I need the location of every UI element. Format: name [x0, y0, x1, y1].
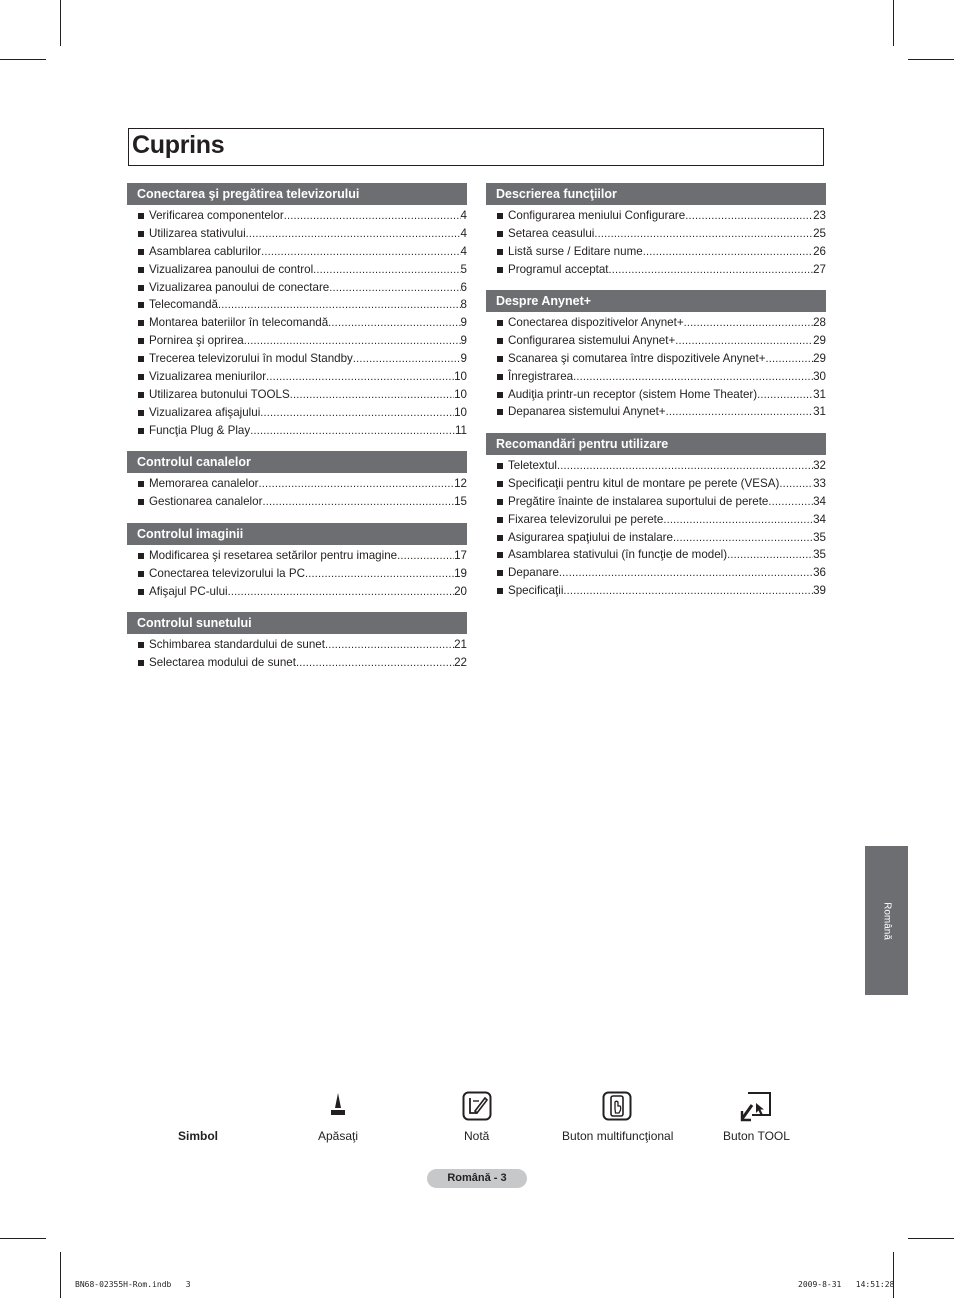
bullet-icon: [138, 392, 144, 398]
bullet-icon: [138, 589, 144, 595]
bullet-icon: [138, 356, 144, 362]
section-heading: Controlul sunetului: [127, 612, 467, 634]
toc-entry[interactable]: Trecerea televizorului în modul Standby ..... 9: [127, 350, 467, 368]
bullet-icon: [138, 374, 144, 380]
bullet-icon: [138, 249, 144, 255]
toc-section: [127, 612, 467, 672]
toc-entry[interactable]: Schimbarea standardului de sunet ..... 21: [127, 636, 467, 654]
toc-entry[interactable]: Asamblarea cablurilor ..... 4: [127, 243, 467, 261]
toc-section: [486, 433, 826, 600]
bullet-icon: [138, 320, 144, 326]
toc-entry[interactable]: Depanarea sistemului Anynet+ ..... 31: [486, 403, 826, 421]
toc-entry[interactable]: Vizualizarea afişajului ..... 10: [127, 404, 467, 422]
toc-entry[interactable]: Vizualizarea panoului de conectare ..... 6: [127, 279, 467, 297]
toc-entry[interactable]: Modificarea şi resetarea setărilor pentru imagine ..... 17: [127, 547, 467, 565]
one-touch-button-icon: [602, 1091, 632, 1121]
toc-entry[interactable]: Specificaţii pentru kitul de montare pe perete (VESA) ..... 33: [486, 475, 826, 493]
toc-entry[interactable]: Înregistrarea ..... 30: [486, 368, 826, 386]
bullet-icon: [497, 231, 503, 237]
toc-entry[interactable]: Configurarea meniului Configurare ..... 23: [486, 207, 826, 225]
toc-entry[interactable]: Conectarea dispozitivelor Anynet+ ..... 28: [486, 314, 826, 332]
section-heading: Recomandări pentru utilizare: [486, 433, 826, 455]
bullet-icon: [497, 338, 503, 344]
toc-entry[interactable]: Pregătire înainte de instalarea suportului de perete ..... 34: [486, 493, 826, 511]
toc-entry[interactable]: Utilizarea stativului ..... 4: [127, 225, 467, 243]
bullet-icon: [497, 356, 503, 362]
bullet-icon: [138, 231, 144, 237]
toc-entry[interactable]: Setarea ceasului ..... 25: [486, 225, 826, 243]
toc-entry[interactable]: Verificarea componentelor ..... 4: [127, 207, 467, 225]
bullet-icon: [497, 392, 503, 398]
toc-entry[interactable]: Memorarea canalelor ..... 12: [127, 475, 467, 493]
toc-entry[interactable]: Utilizarea butonului TOOLS ..... 10: [127, 386, 467, 404]
symbol-label-multifunction: Buton multifuncţional: [562, 1129, 674, 1143]
page-number-badge: Română - 3: [427, 1169, 527, 1188]
toc-entry[interactable]: Funcţia Plug & Play ..... 11: [127, 422, 467, 440]
toc-section: [486, 290, 826, 421]
press-icon: [329, 1092, 347, 1118]
section-heading: Controlul canalelor: [127, 451, 467, 473]
section-heading: Descrierea funcţiilor: [486, 183, 826, 205]
bullet-icon: [138, 338, 144, 344]
bullet-icon: [497, 374, 503, 380]
bullet-icon: [497, 499, 503, 505]
crop-mark: [0, 1238, 46, 1239]
bullet-icon: [497, 267, 503, 273]
toc-entry[interactable]: Gestionarea canalelor ..... 15: [127, 493, 467, 511]
toc-section: [127, 451, 467, 511]
toc-entry[interactable]: Programul acceptat ..... 27: [486, 261, 826, 279]
toc-entry[interactable]: Asigurarea spaţiului de instalare ..... 35: [486, 529, 826, 547]
footer-timestamp: 2009-8-31 14:51:28: [798, 1280, 895, 1289]
bullet-icon: [497, 213, 503, 219]
toc-entry[interactable]: Teletextul ..... 32: [486, 457, 826, 475]
bullet-icon: [138, 410, 144, 416]
footer-file-info: BN68-02355H-Rom.indb 3: [75, 1280, 191, 1289]
toc-entry[interactable]: Scanarea şi comutarea între dispozitivele Anynet+ ..... 29: [486, 350, 826, 368]
toc-entry[interactable]: Audiţia printr-un receptor (sistem Home Theater) ..... 31: [486, 386, 826, 404]
note-icon: [462, 1091, 492, 1121]
crop-mark: [0, 59, 46, 60]
language-side-tab: [865, 846, 908, 995]
title-box: [128, 128, 824, 166]
bullet-icon: [497, 570, 503, 576]
toc-section: [486, 183, 826, 279]
bullet-icon: [138, 267, 144, 273]
toc-entry[interactable]: Montarea bateriilor în telecomandă ..... 9: [127, 314, 467, 332]
toc-section: [127, 183, 467, 440]
bullet-icon: [138, 660, 144, 666]
crop-mark: [893, 0, 894, 46]
bullet-icon: [497, 588, 503, 594]
bullet-icon: [138, 553, 144, 559]
symbol-heading: Simbol: [178, 1129, 219, 1143]
section-heading: Despre Anynet+: [486, 290, 826, 312]
bullet-icon: [497, 409, 503, 415]
crop-mark: [908, 59, 954, 60]
side-tab-label: Română: [881, 901, 892, 940]
crop-mark: [893, 1252, 894, 1298]
toc-entry[interactable]: Asamblarea stativului (în funcţie de model) ..... 35: [486, 546, 826, 564]
bullet-icon: [497, 552, 503, 558]
toc-entry[interactable]: Configurarea sistemului Anynet+ ..... 29: [486, 332, 826, 350]
bullet-icon: [138, 285, 144, 291]
symbol-label-note: Notă: [464, 1129, 490, 1143]
toc-entry[interactable]: Afişajul PC-ului ..... 20: [127, 583, 467, 601]
section-heading: Controlul imaginii: [127, 523, 467, 545]
toc-entry[interactable]: Fixarea televizorului pe perete ..... 34: [486, 511, 826, 529]
bullet-icon: [138, 481, 144, 487]
toc-entry[interactable]: Vizualizarea panoului de control ..... 5: [127, 261, 467, 279]
toc-entry[interactable]: Depanare ..... 36: [486, 564, 826, 582]
symbol-label-tool: Buton TOOL: [723, 1129, 790, 1143]
toc-entry[interactable]: Telecomandă ..... 8: [127, 296, 467, 314]
bullet-icon: [497, 463, 503, 469]
toc-entry[interactable]: Listă surse / Editare nume ..... 26: [486, 243, 826, 261]
bullet-icon: [497, 320, 503, 326]
bullet-icon: [138, 213, 144, 219]
bullet-icon: [497, 481, 503, 487]
bullet-icon: [497, 535, 503, 541]
bullet-icon: [138, 571, 144, 577]
bullet-icon: [497, 517, 503, 523]
toc-entry[interactable]: Selectarea modului de sunet ..... 22: [127, 654, 467, 672]
toc-section: [127, 523, 467, 601]
bullet-icon: [138, 428, 144, 434]
bullet-icon: [497, 249, 503, 255]
toc-entry[interactable]: Conectarea televizorului la PC ..... 19: [127, 565, 467, 583]
bullet-icon: [138, 499, 144, 505]
toc-entry[interactable]: Vizualizarea meniurilor ..... 10: [127, 368, 467, 386]
crop-mark: [60, 0, 61, 46]
symbol-label-press: Apăsaţi: [318, 1129, 359, 1143]
section-heading: Conectarea şi pregătirea televizorului: [127, 183, 467, 205]
toc-entry[interactable]: Specificaţii ..... 39: [486, 582, 826, 600]
page-title: Cuprins: [132, 131, 225, 159]
tool-button-icon: [740, 1091, 772, 1123]
toc-entry[interactable]: Pornirea şi oprirea ..... 9: [127, 332, 467, 350]
bullet-icon: [138, 302, 144, 308]
crop-mark: [908, 1238, 954, 1239]
crop-mark: [60, 1252, 61, 1298]
bullet-icon: [138, 642, 144, 648]
